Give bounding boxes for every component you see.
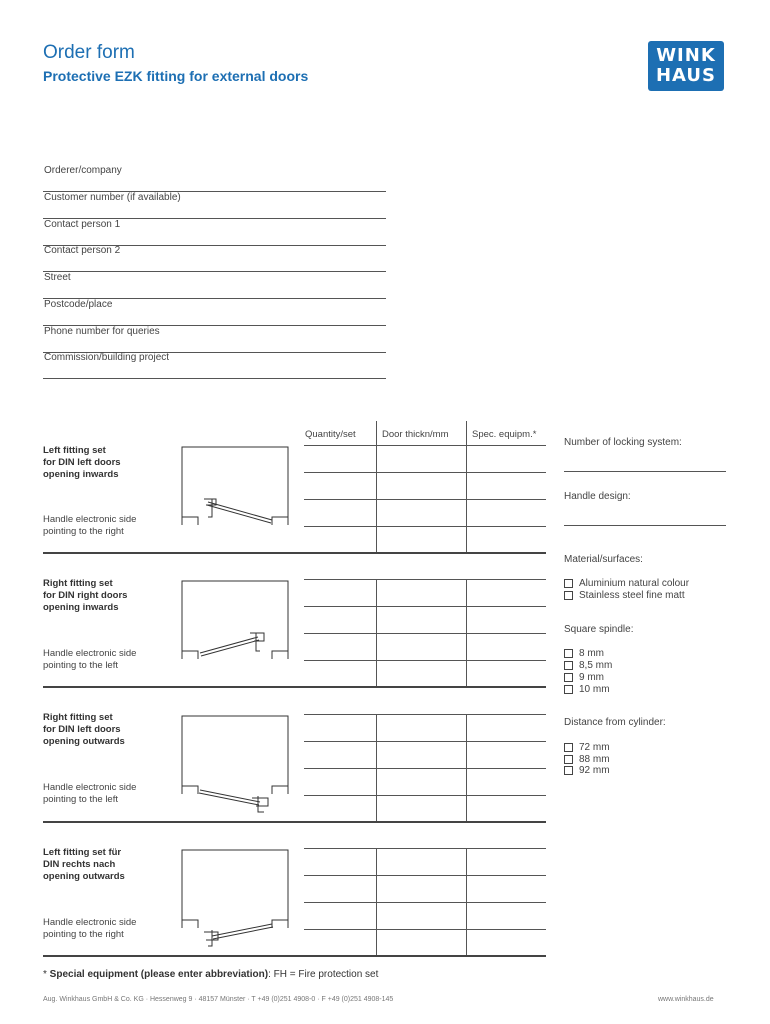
section-divider bbox=[43, 552, 546, 554]
door-diagram-right-outwards bbox=[182, 716, 290, 826]
spindle-option[interactable] bbox=[564, 659, 612, 671]
handle-design-field[interactable] bbox=[564, 525, 726, 526]
option-label: 92 mm bbox=[579, 764, 610, 776]
footnote bbox=[43, 969, 378, 980]
table-row-line bbox=[304, 741, 546, 742]
field-label: Customer number (if available) bbox=[44, 192, 181, 203]
logo-text-top: WINK bbox=[656, 45, 716, 66]
option-label: Stainless steel fine matt bbox=[579, 589, 685, 601]
spindle-label: Square spindle: bbox=[564, 624, 634, 635]
field-orderer-company[interactable] bbox=[43, 165, 386, 192]
option-label: 9 mm bbox=[579, 671, 604, 683]
field-phone-number[interactable] bbox=[43, 326, 386, 353]
field-label: Contact person 1 bbox=[44, 219, 121, 230]
col-header-special-equipment: Spec. equipm.* bbox=[472, 429, 537, 440]
distance-option[interactable] bbox=[564, 764, 610, 776]
field-label: Orderer/company bbox=[44, 165, 122, 176]
field-contact-person-2[interactable] bbox=[43, 245, 386, 272]
section-divider bbox=[43, 821, 546, 823]
checkbox[interactable] bbox=[564, 685, 573, 694]
checkbox[interactable] bbox=[564, 661, 573, 670]
col-header-door-thickness: Door thickn/mm bbox=[382, 429, 449, 440]
door-diagram-left-outwards bbox=[182, 850, 290, 950]
option-label: 8,5 mm bbox=[579, 659, 613, 671]
website-link[interactable]: www.winkhaus.de bbox=[658, 996, 714, 1003]
option-label: Aluminium natural colour bbox=[579, 577, 690, 589]
page-subtitle: Protective EZK fitting for external doors bbox=[43, 68, 309, 84]
section-divider bbox=[43, 955, 546, 957]
set-title: Right fitting set for DIN right doors opening inwards bbox=[43, 578, 128, 613]
checkbox[interactable] bbox=[564, 649, 573, 658]
field-postcode-place[interactable] bbox=[43, 299, 386, 326]
checkbox[interactable] bbox=[564, 743, 573, 752]
checkbox[interactable] bbox=[564, 673, 573, 682]
table-divider bbox=[466, 421, 467, 553]
table-row-line bbox=[304, 526, 546, 527]
col-header-quantity: Quantity/set bbox=[305, 429, 356, 440]
table-row-line bbox=[304, 660, 546, 661]
material-option[interactable] bbox=[564, 589, 685, 601]
option-label: 72 mm bbox=[579, 741, 610, 753]
winkhaus-logo bbox=[648, 41, 724, 91]
page-title: Order form bbox=[43, 42, 135, 63]
door-diagram-right-inwards bbox=[182, 581, 290, 661]
door-diagram-left-inwards bbox=[182, 447, 290, 527]
set-title: Left fitting set für DIN rechts nach opening outwards bbox=[43, 847, 125, 882]
table-row-line bbox=[304, 714, 546, 715]
material-label: Material/surfaces: bbox=[564, 554, 643, 565]
table-row-line bbox=[304, 445, 546, 446]
set-handle-note: Handle electronic side pointing to the right bbox=[43, 514, 137, 537]
field-label: Contact person 2 bbox=[44, 245, 121, 256]
table-row-line bbox=[304, 768, 546, 769]
field-customer-number[interactable] bbox=[43, 192, 386, 219]
spindle-option[interactable] bbox=[564, 683, 610, 695]
company-address: Aug. Winkhaus GmbH & Co. KG · Hessenweg 9 · 48157 Münster · T +49 (0)251 4908-0 · F +49 (0)251 4908-145 bbox=[43, 996, 394, 1003]
option-label: 88 mm bbox=[579, 753, 610, 765]
footnote-star: * bbox=[43, 969, 50, 980]
spindle-option[interactable] bbox=[564, 671, 604, 683]
table-row-line bbox=[304, 875, 546, 876]
set-title: Left fitting set for DIN left doors opening inwards bbox=[43, 445, 121, 480]
table-row-line bbox=[304, 499, 546, 500]
checkbox[interactable] bbox=[564, 766, 573, 775]
set-handle-note: Handle electronic side pointing to the left bbox=[43, 782, 137, 805]
checkbox[interactable] bbox=[564, 579, 573, 588]
table-row-line bbox=[304, 472, 546, 473]
field-label: Street bbox=[44, 272, 71, 283]
spindle-option[interactable] bbox=[564, 647, 604, 659]
footnote-rest: : FH = Fire protection set bbox=[268, 969, 379, 980]
material-option[interactable] bbox=[564, 577, 689, 589]
distance-label: Distance from cylinder: bbox=[564, 717, 666, 728]
table-row-line bbox=[304, 848, 546, 849]
checkbox[interactable] bbox=[564, 591, 573, 600]
table-row-line bbox=[304, 795, 546, 796]
set-title: Right fitting set for DIN left doors opening outwards bbox=[43, 712, 125, 747]
locking-system-label: Number of locking system: bbox=[564, 437, 682, 448]
table-row-line bbox=[304, 606, 546, 607]
table-row-line bbox=[304, 633, 546, 634]
footnote-bold: Special equipment (please enter abbreviation) bbox=[49, 969, 269, 980]
table-divider bbox=[376, 421, 377, 553]
field-contact-person-1[interactable] bbox=[43, 219, 386, 246]
field-street[interactable] bbox=[43, 272, 386, 299]
set-handle-note: Handle electronic side pointing to the right bbox=[43, 917, 137, 940]
logo-text-bottom: HAUS bbox=[655, 65, 717, 86]
section-divider bbox=[43, 686, 546, 688]
table-row-line bbox=[304, 902, 546, 903]
distance-option[interactable] bbox=[564, 741, 610, 753]
option-label: 8 mm bbox=[579, 647, 604, 659]
field-commission-project[interactable] bbox=[43, 352, 386, 379]
handle-design-label: Handle design: bbox=[564, 491, 631, 502]
locking-system-field[interactable] bbox=[564, 471, 726, 472]
field-label: Commission/building project bbox=[44, 352, 170, 363]
field-label: Postcode/place bbox=[44, 299, 113, 310]
field-label: Phone number for queries bbox=[44, 326, 160, 337]
set-handle-note: Handle electronic side pointing to the left bbox=[43, 648, 137, 671]
checkbox[interactable] bbox=[564, 755, 573, 764]
option-label: 10 mm bbox=[579, 683, 610, 695]
table-row-line bbox=[304, 929, 546, 930]
table-row-line bbox=[304, 579, 546, 580]
